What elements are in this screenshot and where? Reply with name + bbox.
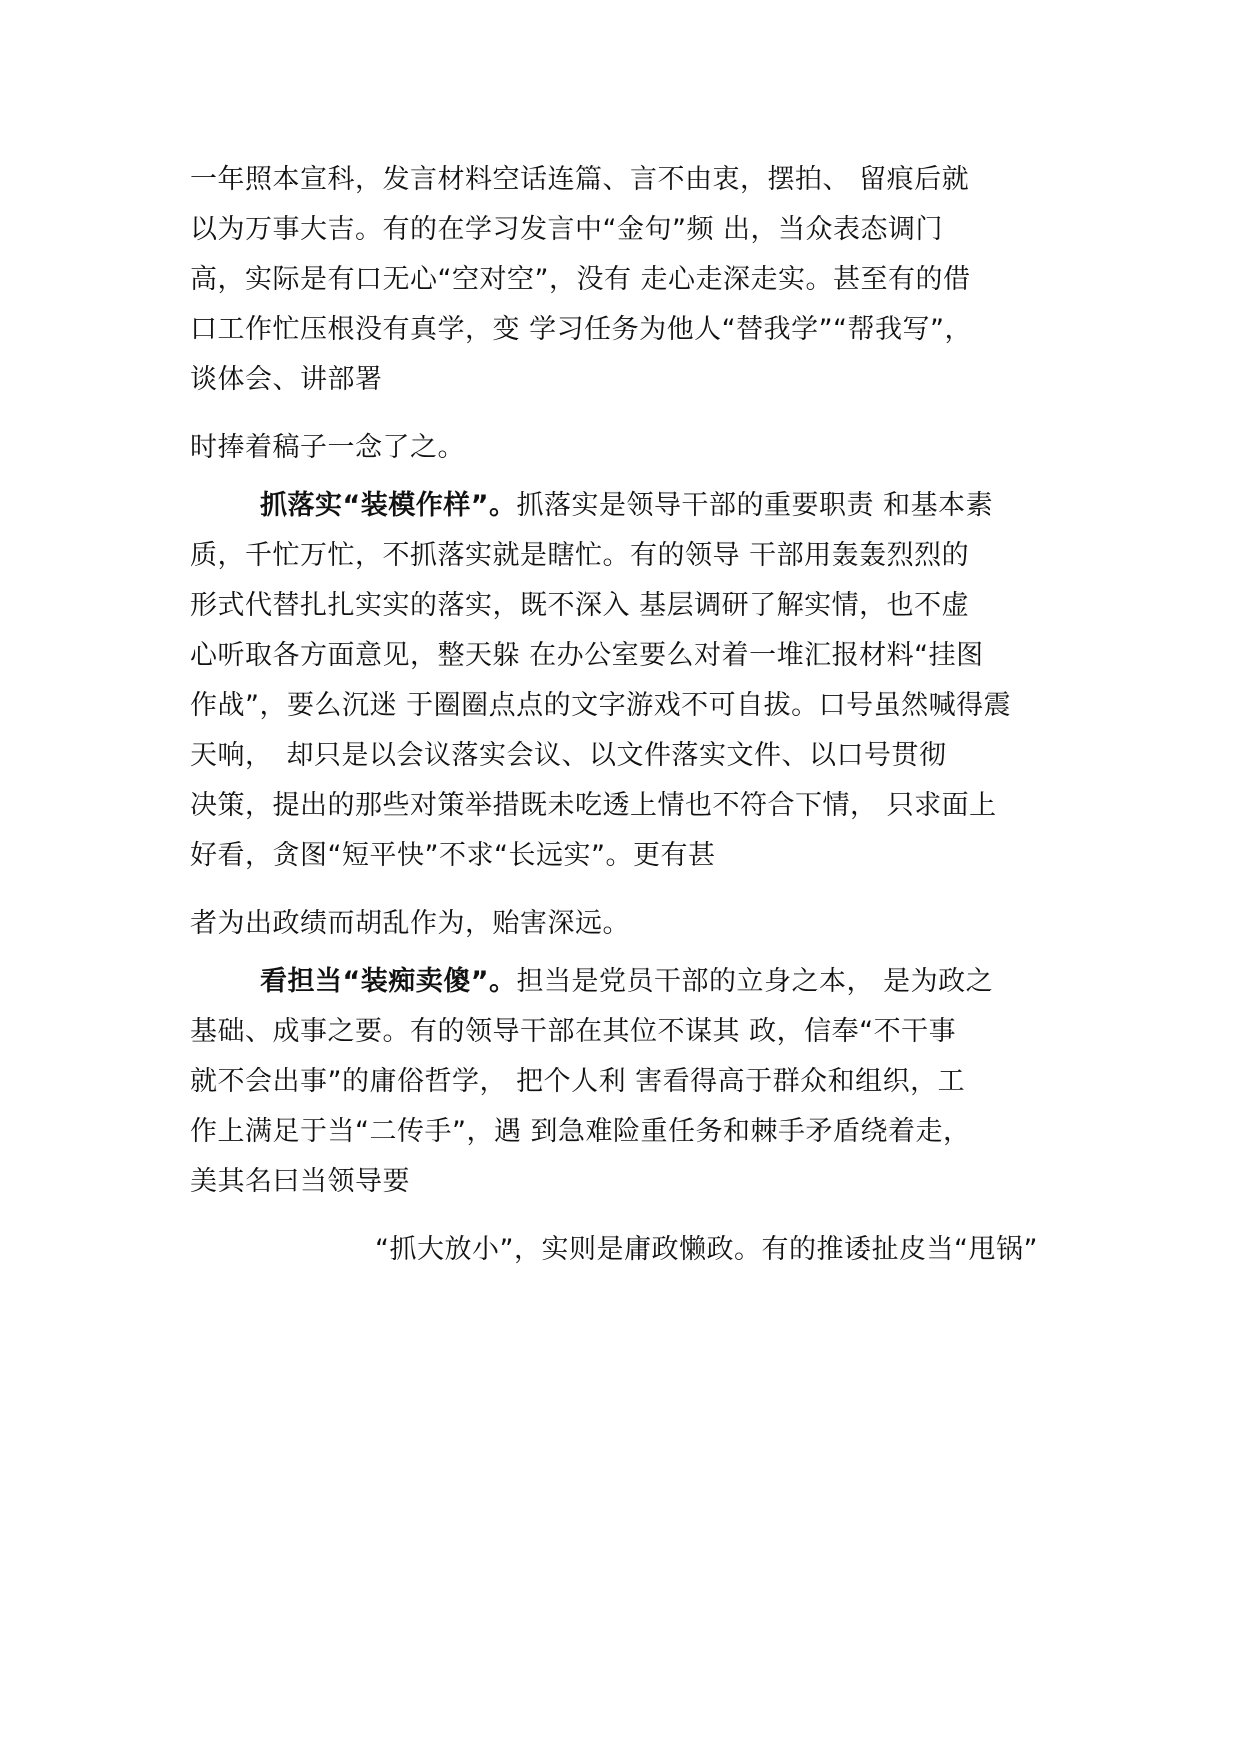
text-line: 谈体会、讲部署 (190, 364, 383, 395)
text-line: “抓大放小”，实则是庸政懒政。有的推诿扯皮当“甩锅” (375, 1234, 1038, 1265)
text-line: 就不会出事”的庸俗哲学， 把个人利 害看得高于群众和组织，工 (190, 1066, 966, 1097)
text-line: 以为万事大吉。有的在学习发言中“金句”频 出，当众表态调门 (190, 214, 944, 245)
text-line: 作战”，要么沉迷 于圈圈点点的文字游戏不可自拔。口号虽然喊得震 (190, 690, 1012, 721)
text-line: 一年照本宣科，发言材料空话连篇、言不由衷，摆拍、 留痕后就 (190, 164, 970, 195)
text-line: 决策，提出的那些对策举措既未吃透上情也不符合下情， 只求面上 (190, 790, 997, 821)
text-line: 好看，贪图“短平快”不求“长远实”。更有甚 (190, 840, 716, 871)
paragraph-first-line (260, 489, 993, 523)
text-line: 天响， 却只是以会议落实会议、以文件落实文件、以口号贯彻 (190, 740, 947, 771)
text-line: 形式代替扎扎实实的落实，既不深入 基层调研了解实情，也不虚 (190, 590, 970, 621)
text-line: 基础、成事之要。有的领导干部在其位不谋其 政，信奉“不干事 (190, 1016, 957, 1047)
text-line: 者为出政绩而胡乱作为，贻害深远。 (190, 908, 630, 939)
section-heading: 看担当“装痴卖傻”。 (260, 966, 517, 997)
text-line: 心听取各方面意见，整天躲 在办公室要么对着一堆汇报材料“挂图 (190, 640, 984, 671)
paragraph-first-line (260, 965, 993, 999)
text-span: 担当是党员干部的立身之本， 是为政之 (516, 966, 994, 997)
text-line: 时捧着稿子一念了之。 (190, 432, 465, 463)
section-heading: 抓落实“装模作样”。 (260, 490, 517, 521)
text-span: 抓落实是领导干部的重要职责 和基本素 (516, 490, 994, 521)
text-line: 作上满足于当“二传手”，遇 到急难险重任务和棘手矛盾绕着走， (190, 1116, 971, 1147)
text-line: 美其名曰当领导要 (190, 1166, 410, 1197)
text-line: 口工作忙压根没有真学，变 学习任务为他人“替我学”“帮我写”， (190, 314, 973, 345)
text-line: 高，实际是有口无心“空对空”，没有 走心走深走实。甚至有的借 (190, 264, 971, 295)
text-line: 质，千忙万忙，不抓落实就是瞎忙。有的领导 干部用轰轰烈烈的 (190, 540, 970, 571)
